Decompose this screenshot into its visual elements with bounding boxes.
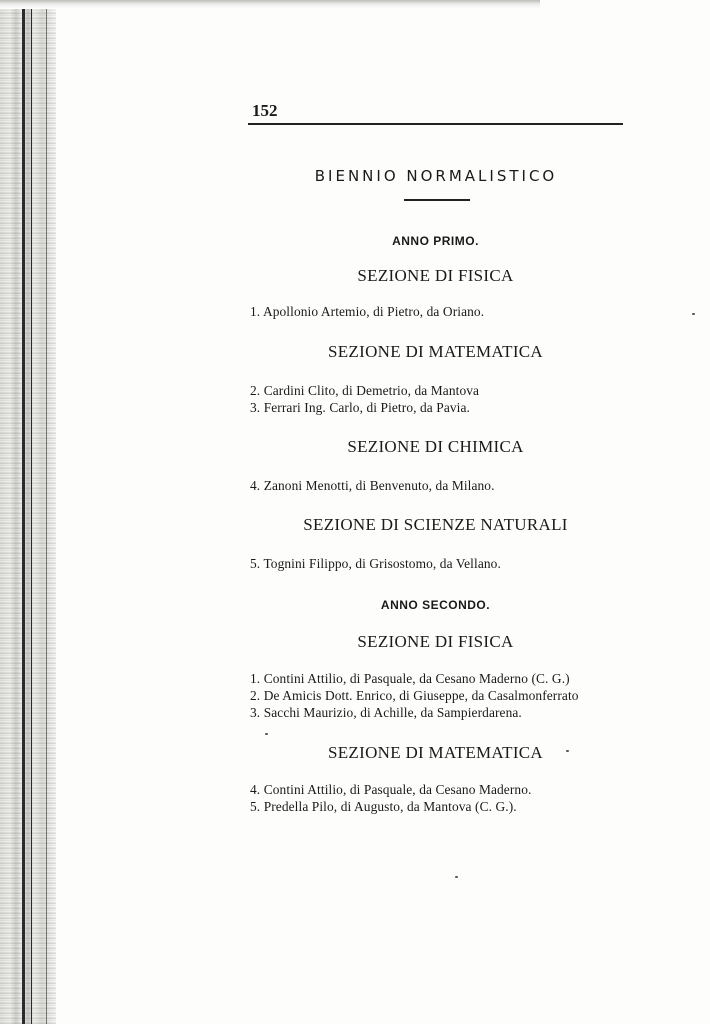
title-rule bbox=[404, 199, 470, 201]
section-heading-matematica: SEZIONE DI MATEMATICA bbox=[327, 743, 543, 762]
list-item: 2. De Amicis Dott. Enrico, di Giuseppe, da Casalmonferrato bbox=[250, 688, 579, 703]
section-heading-fisica: SEZIONE DI FISICA bbox=[357, 632, 514, 651]
running-title: BIENNIO NORMALISTICO bbox=[314, 167, 558, 185]
scan-speck bbox=[455, 876, 458, 878]
page-top-edge bbox=[0, 0, 540, 9]
binding-line bbox=[46, 0, 47, 1024]
section-heading-chimica: SEZIONE DI CHIMICA bbox=[347, 437, 524, 456]
list-item: 1. Apollonio Artemio, di Pietro, da Oriano. bbox=[250, 304, 485, 319]
list-item: 2. Cardini Clito, di Demetrio, da Mantova bbox=[250, 383, 480, 398]
list-item: 3. Ferrari Ing. Carlo, di Pietro, da Pavia. bbox=[250, 400, 470, 415]
section-heading-scienze-naturali: SEZIONE DI SCIENZE NATURALI bbox=[303, 515, 568, 534]
binding-line bbox=[31, 0, 32, 1024]
scan-speck bbox=[692, 313, 695, 315]
year-heading-first: ANNO PRIMO. bbox=[392, 234, 479, 248]
scan-speck bbox=[566, 750, 569, 752]
year-heading-second: ANNO SECONDO. bbox=[380, 598, 491, 612]
list-item: 5. Predella Pilo, di Augusto, da Mantova (C. G.). bbox=[250, 799, 517, 814]
book-binding-edge bbox=[0, 0, 56, 1024]
binding-line bbox=[22, 0, 25, 1024]
section-heading-matematica: SEZIONE DI MATEMATICA bbox=[327, 342, 543, 361]
header-rule bbox=[248, 123, 623, 125]
scan-speck bbox=[265, 733, 268, 735]
list-item: 4. Zanoni Menotti, di Benvenuto, da Milano. bbox=[250, 478, 495, 493]
list-item: 1. Contini Attilio, di Pasquale, da Cesano Maderno (C. G.) bbox=[250, 671, 570, 686]
list-item: 3. Sacchi Maurizio, di Achille, da Sampierdarena. bbox=[250, 705, 522, 720]
list-item: 5. Tognini Filippo, di Grisostomo, da Vellano. bbox=[250, 556, 501, 571]
section-heading-fisica: SEZIONE DI FISICA bbox=[357, 266, 514, 285]
page-number: 152 bbox=[252, 101, 278, 120]
list-item: 4. Contini Attilio, di Pasquale, da Cesano Maderno. bbox=[250, 782, 532, 797]
